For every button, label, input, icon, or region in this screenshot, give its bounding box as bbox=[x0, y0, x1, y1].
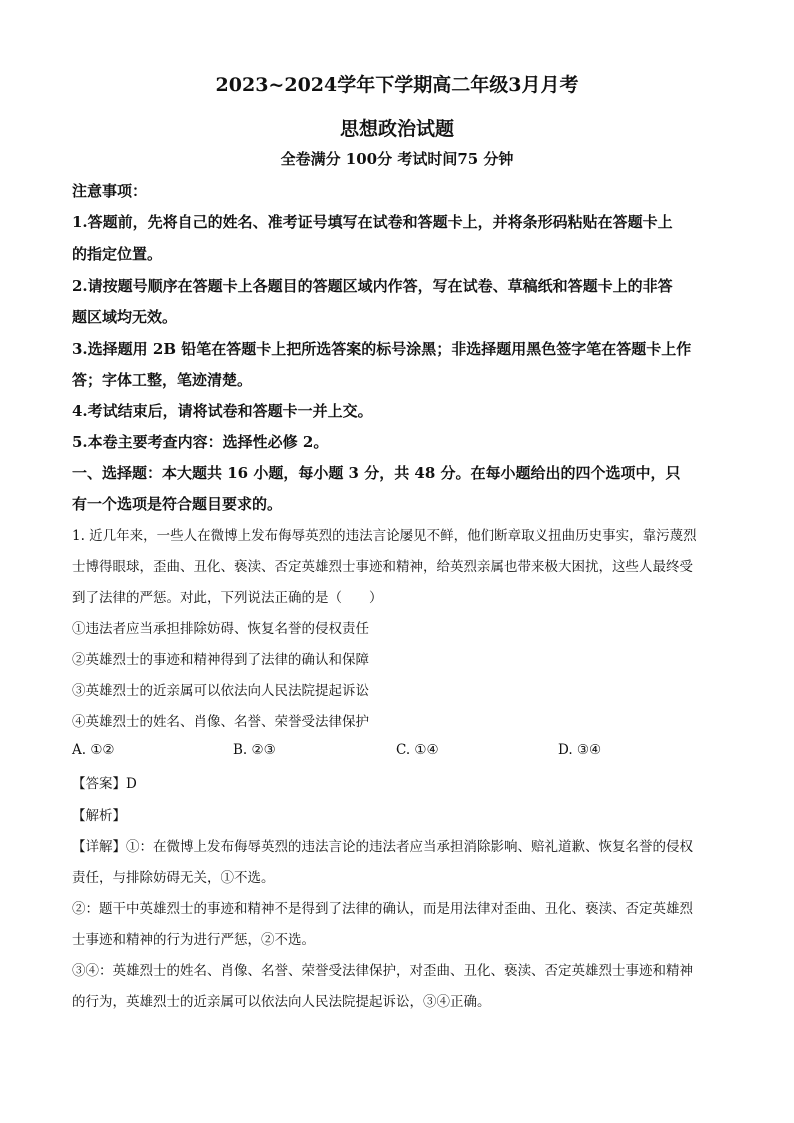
detail-line-4: 士事迹和精神的行为进行严惩，②不选。 bbox=[72, 932, 315, 948]
notice-item-1-line-1: 1.答题前，先将自己的姓名、准考证号填写在试卷和答题卡上，并将条形码粘贴在答题卡上 bbox=[72, 213, 673, 231]
detail-line-1: 【详解】①：在微博上发布侮辱英烈的违法言论的违法者应当承担消除影响、赔礼道歉、恢复名誉的侵权 bbox=[72, 839, 693, 855]
notice-item-3-line-2: 答；字体工整，笔迹清楚。 bbox=[72, 371, 253, 389]
option-b: B. ②③ bbox=[233, 742, 276, 758]
section-heading-line-2: 有一个选项是符合题目要求的。 bbox=[72, 495, 283, 513]
option-a: A. ①② bbox=[72, 742, 115, 758]
notice-heading: 注意事项： bbox=[72, 182, 148, 200]
option-c: C. ①④ bbox=[396, 742, 439, 758]
question-1-statement-2: ②英雄烈士的事迹和精神得到了法律的确认和保障 bbox=[72, 652, 369, 668]
exam-meta: 全卷满分 100分 考试时间75 分钟 bbox=[280, 150, 514, 168]
notice-item-3-line-1: 3.选择题用 2B 铅笔在答题卡上把所选答案的标号涂黑；非选择题用黑色签字笔在答题卡上作 bbox=[72, 340, 692, 358]
notice-item-2-line-2: 题区域均无效。 bbox=[72, 308, 178, 326]
question-1-stem-line-3: 到了法律的严惩。对此，下列说法正确的是（ ） bbox=[72, 590, 383, 606]
section-heading-line-1: 一、选择题：本大题共 16 小题，每小题 3 分，共 48 分。在每小题给出的四个选项中，只 bbox=[72, 464, 681, 482]
notice-item-1-line-2: 的指定位置。 bbox=[72, 245, 163, 263]
notice-item-5: 5.本卷主要考查内容：选择性必修 2。 bbox=[72, 433, 329, 451]
question-1-statement-3: ③英雄烈士的近亲属可以依法向人民法院提起诉讼 bbox=[72, 683, 369, 699]
question-1-statement-4: ④英雄烈士的姓名、肖像、名誉、荣誉受法律保护 bbox=[72, 714, 369, 730]
answer-label: 【答案】D bbox=[72, 776, 137, 792]
detail-line-3: ②：题干中英雄烈士的事迹和精神不是得到了法律的确认，而是用法律对歪曲、丑化、亵渎、否定英雄烈 bbox=[72, 901, 693, 917]
exam-title: 2023~2024学年下学期高二年级3月月考 bbox=[215, 74, 579, 96]
detail-line-6: 的行为，英雄烈士的近亲属可以依法向人民法院提起诉讼，③④正确。 bbox=[72, 994, 491, 1010]
option-d: D. ③④ bbox=[558, 742, 602, 758]
question-1-stem-line-1: 1. 近几年来，一些人在微博上发布侮辱英烈的违法言论屡见不鲜，他们断章取义扭曲历史事实，靠污蔑烈 bbox=[72, 528, 697, 544]
notice-item-4: 4.考试结束后，请将试卷和答题卡一并上交。 bbox=[72, 402, 373, 420]
question-1-statement-1: ①违法者应当承担排除妨碍、恢复名誉的侵权责任 bbox=[72, 621, 369, 637]
detail-line-2: 责任，与排除妨碍无关，①不选。 bbox=[72, 870, 275, 886]
detail-line-5: ③④：英雄烈士的姓名、肖像、名誉、荣誉受法律保护，对歪曲、丑化、亵渎、否定英雄烈士事迹和精神 bbox=[72, 963, 693, 979]
analysis-label: 【解析】 bbox=[72, 808, 126, 824]
subject-title: 思想政治试题 bbox=[339, 118, 454, 140]
notice-item-2-line-1: 2.请按题号顺序在答题卡上各题目的答题区域内作答，写在试卷、草稿纸和答题卡上的非答 bbox=[72, 277, 673, 295]
question-1-stem-line-2: 士博得眼球，歪曲、丑化、亵渎、否定英雄烈士事迹和精神，给英烈亲属也带来极大困扰，这些人最终受 bbox=[72, 559, 693, 575]
